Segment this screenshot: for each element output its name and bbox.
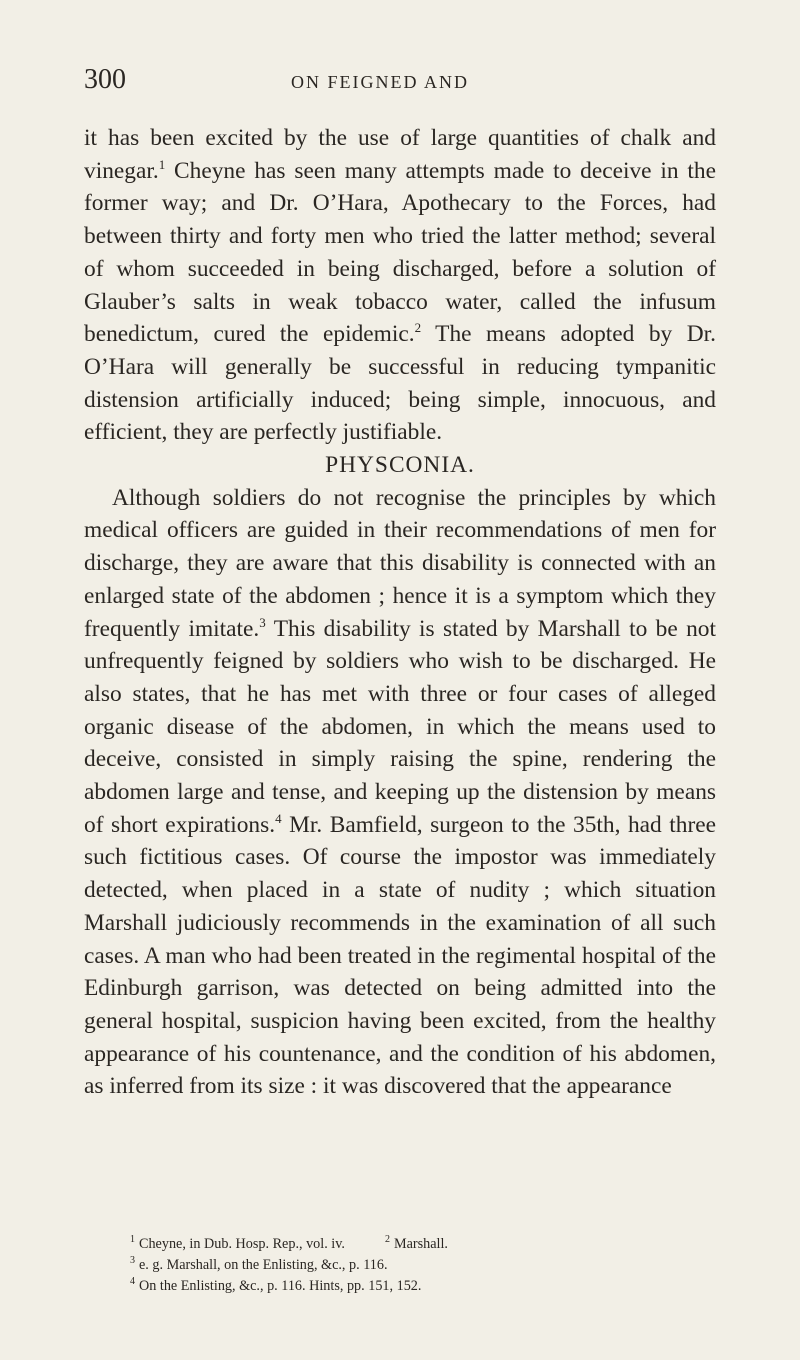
footnote-line — [130, 1234, 716, 1255]
footnote-ref-1: 1 — [158, 156, 166, 172]
paragraph-1 — [84, 122, 716, 449]
paragraph-2-part-b: This disability is stated by Marshall to be not unfrequently feigned by soldiers who wish to be discharged. He also states, that he has met with three or four cases of alleged organic disease of the abdomen, in which the means used to deceive, consisted in simply raising the spine, rendering the abdomen large and tense, and keeping up the distension by means of short expirations. — [84, 615, 716, 838]
paragraph-2-part-c: Mr. Bamfield, surgeon to the 35th, had three such fictitious cases. Of course the impostor was immediately detected, when placed in a state of nudity ; which situation Marshall judiciously recommends in the examination of all such cases. A man who had been treated in the regimental hospital of the Edinburgh garrison, was detected on being admitted into the general hospital, suspicion having been excited, from the healthy appearance of his countenance, and the condition of his abdomen, as inferred from its size : it was discovered that the appearance — [84, 811, 716, 1100]
page-number: 300 — [84, 64, 126, 95]
footnote-mark: 1 — [130, 1234, 135, 1246]
footnote-line — [130, 1276, 716, 1297]
footnotes — [130, 1234, 716, 1297]
paragraph-2-part-a: Although soldiers do not recognise the principles by which medical officers are guided in their recommendations of men for discharge, they are aware that this disability is connected with an enlarged state of the abdomen ; hence it is a symptom which they frequently imitate. — [84, 484, 716, 642]
paragraph-1-part-a: it has been excited by the use of large quantities of chalk and vinegar. — [84, 125, 716, 184]
footnote-text: Marshall. — [393, 1236, 448, 1252]
footnote-text: e. g. Marshall, on the Enlisting, &c., p. 116. — [139, 1257, 388, 1273]
footnote-ref-2: 2 — [414, 320, 422, 336]
paragraph-2 — [84, 482, 716, 1103]
footnote-text: On the Enlisting, &c., p. 116. Hints, pp. 151, 152. — [139, 1278, 422, 1294]
running-head: ON FEIGNED AND — [291, 72, 469, 92]
section-heading: PHYSCONIA. — [325, 452, 475, 479]
footnote-mark: 4 — [130, 1276, 135, 1288]
footnote-mark: 3 — [130, 1255, 135, 1267]
paragraph-1-part-b: Cheyne has seen many attempts made to deceive in the former way; and Dr. O’Hara, Apothecary to the Forces, had between thirty and forty men who tried the latter method; several of whom succeeded in being discharged, before a solution of Glauber’s salts in weak tobacco water, called the infusum benedictum, cured the epidemic. — [84, 157, 716, 348]
page-header — [84, 64, 716, 100]
footnote-line — [130, 1255, 716, 1276]
footnote-ref-3: 3 — [259, 614, 266, 630]
paragraph-1-part-c: The means adopted by Dr. O’Hara will generally be successful in reducing tympanitic distension artificially induced; being simple, innocuous, and efficient, they are perfectly justifiable. — [84, 321, 717, 446]
footnote-ref-4: 4 — [275, 810, 282, 826]
main-text — [84, 122, 716, 1103]
footnote-text: Cheyne, in Dub. Hosp. Rep., vol. iv. — [139, 1236, 345, 1252]
footnote-mark: 2 — [384, 1234, 390, 1246]
